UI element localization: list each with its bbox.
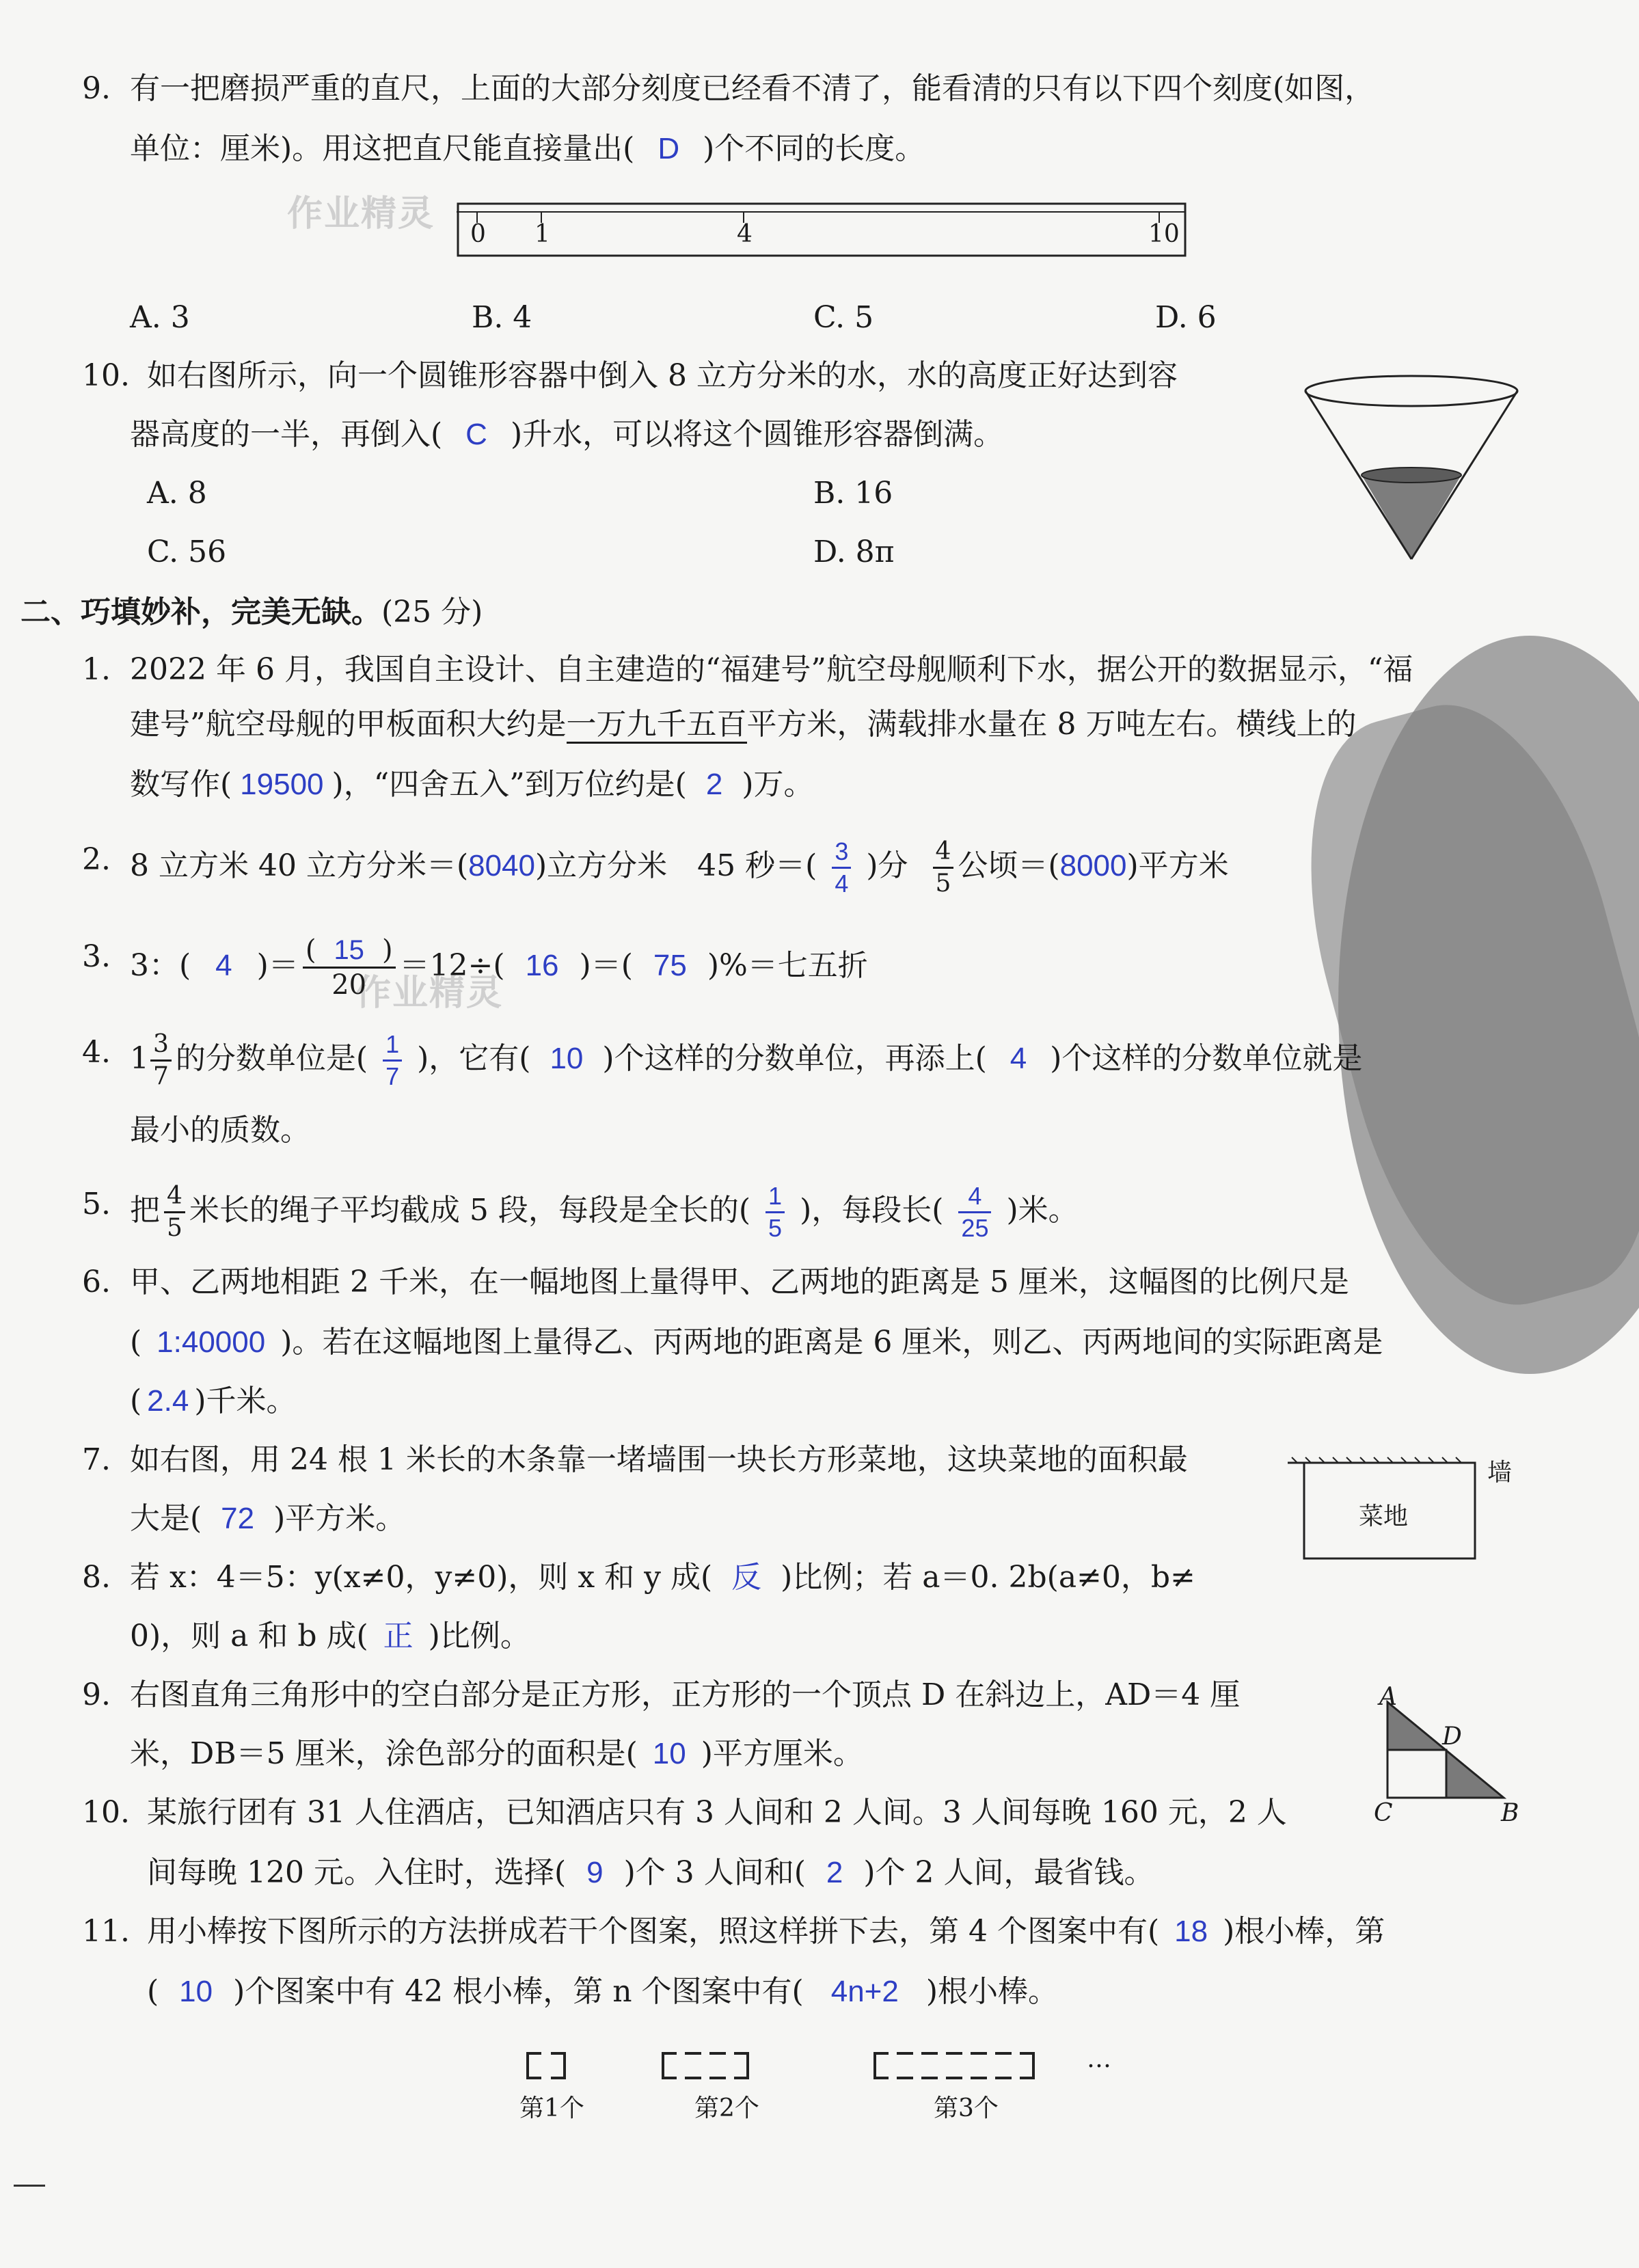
question-text: 大是( 72 )平方米。 [130, 1501, 406, 1536]
option: C. 56 [147, 535, 227, 569]
question-number: 5. [82, 1187, 111, 1221]
question-text: 右图直角三角形中的空白部分是正方形，正方形的一个顶点 D 在斜边上，AD＝4 厘 [130, 1677, 1241, 1712]
question-text: 某旅行团有 31 人住酒店，已知酒店只有 3 人间和 2 人间。3 人间每晚 160 元，2 人 [147, 1795, 1287, 1830]
vertex-label: B [1501, 1799, 1519, 1827]
question-text: ( 1:40000 )。若在这幅地图上量得乙、丙两地的距离是 6 厘米，则乙、丙两地间的实际距离是 [130, 1325, 1383, 1360]
question-number: 1. [82, 652, 111, 687]
answer: 8000 [1059, 849, 1127, 882]
question-text: 建号”航空母舰的甲板面积大约是一万九千五百平方米，满载排水量在 8 万吨左右。横线上的 [130, 704, 1356, 745]
question-text: 单位：厘米)。用这把直尺能直接量出( D )个不同的长度。 [130, 131, 925, 166]
question-text: 器高度的一半，再倒入( C )升水，可以将这个圆锥形容器倒满。 [130, 417, 1004, 452]
question-number: 11. [82, 1914, 130, 1949]
stick-pattern-figure [519, 2051, 1080, 2092]
answer: 4 [215, 949, 232, 982]
section-title: 二、巧填妙补，完美无缺。(25 分) [21, 595, 483, 630]
answer: 反 [731, 1561, 762, 1594]
answer: 10 [179, 1975, 213, 2008]
option: A. 3 [130, 300, 190, 335]
ruler-figure [457, 202, 1188, 260]
question-text: 把 $\frac{4}{5}$ 米长的绳子平均截成 5 段，每段是全长的( $\frac{1}{5}$ )，每段长( $\frac{4}{25}$ )米。 [130, 1182, 1079, 1242]
question-number: 6. [82, 1265, 111, 1299]
question-text: 如右图，用 24 根 1 米长的木条靠一堵墙围一块长方形菜地，这块菜地的面积最 [130, 1442, 1188, 1477]
question-text: 如右图所示，向一个圆锥形容器中倒入 8 立方分米的水，水的高度正好达到容 [147, 358, 1178, 393]
option: B. 16 [813, 476, 893, 511]
question-text: 用小棒按下图所示的方法拼成若干个图案，照这样拼下去，第 4 个图案中有( 18 )根小棒，第 [147, 1914, 1385, 1949]
question-text: 最小的质数。 [130, 1113, 310, 1148]
answer: 2.4 [147, 1384, 189, 1418]
answer: 正 [383, 1619, 414, 1653]
vertex-label: D [1442, 1723, 1462, 1751]
question-number: 10. [82, 358, 130, 393]
answer-fraction: $\frac{4}{25}$ [958, 1184, 991, 1241]
vertex-label: C [1374, 1799, 1393, 1827]
answer: 4n+2 [830, 1975, 899, 2008]
answer: 2 [826, 1856, 843, 1889]
answer: 9 [586, 1856, 604, 1889]
option: D. 6 [1155, 300, 1217, 335]
question-number: 3. [82, 939, 111, 974]
ruler-tick-label: 0 [470, 220, 486, 248]
question-text: 1 $\frac{3}{7}$ 的分数单位是( $\frac{1}{7}$ )，它有( 10 )个这样的分数单位，再添上( 4 )个这样的分数单位就是 [130, 1030, 1363, 1090]
option: C. 5 [813, 300, 874, 335]
answer-fraction: $\frac{1}{5}$ [766, 1184, 785, 1241]
answer: 2 [705, 768, 723, 801]
answer: 10 [550, 1042, 584, 1075]
question-text: 若 x：4＝5：y(x≠0，y≠0)，则 x 和 y 成( 反 )比例；若 a＝0. 2b(a≠0，b≠ [130, 1560, 1195, 1595]
answer: D [658, 132, 680, 165]
question-text: 米，DB＝5 厘米，涂色部分的面积是( 10 )平方厘米。 [130, 1736, 863, 1771]
answer: 4 [1010, 1042, 1027, 1075]
option: D. 8π [813, 535, 895, 569]
question-text: 3：( 4 )＝ $\frac{( 15 )}{20}$ ＝12÷( 16 )＝( 75 )%＝七五折 [130, 934, 868, 1001]
pattern-label: 第3个 [934, 2094, 999, 2122]
question-text: 甲、乙两地相距 2 千米，在一幅地图上量得甲、乙两地的距离是 5 厘米，这幅图的比例尺是 [130, 1265, 1349, 1299]
answer: 18 [1174, 1915, 1208, 1948]
answer: 19500 [240, 768, 324, 801]
question-text: 有一把磨损严重的直尺，上面的大部分刻度已经看不清了，能看清的只有以下四个刻度(如图， [130, 71, 1375, 106]
answer-fraction: $\frac{3}{4}$ [832, 839, 851, 896]
question-text: 0)，则 a 和 b 成( 正 )比例。 [130, 1619, 530, 1653]
question-number: 10. [82, 1795, 130, 1830]
ruler-tick-label: 4 [737, 220, 753, 248]
question-number: 2. [82, 842, 111, 877]
question-number: 4. [82, 1035, 111, 1070]
answer: C [465, 418, 487, 451]
option: A. 8 [147, 476, 207, 511]
question-text: 8 立方米 40 立方分米＝(8040)立方分米 45 秒＝( $\frac{3}{4}$ )分 $\frac{4}{5}$ 公顷＝(8000)平方米 [130, 837, 1229, 897]
pattern-label: 第2个 [694, 2094, 759, 2122]
answer: 72 [221, 1502, 255, 1535]
question-text: 间每晚 120 元。入住时，选择( 9 )个 3 人间和( 2 )个 2 人间，最省钱。 [147, 1855, 1154, 1890]
answer-fraction: $\frac{1}{7}$ [383, 1032, 402, 1089]
ruler-tick-label: 10 [1148, 220, 1180, 248]
ellipsis: … [1087, 2045, 1111, 2073]
page-footer-mark [14, 2185, 45, 2187]
question-text: 数写作( 19500 )，“四舍五入”到万位约是( 2 )万。 [130, 767, 814, 802]
cone-figure [1299, 369, 1524, 567]
watermark: 作业精灵 [355, 973, 504, 1014]
answer: 10 [652, 1737, 686, 1770]
wall-label: 墙 [1487, 1459, 1513, 1487]
question-text: ( 10 )个图案中有 42 根小棒，第 n 个图案中有( 4n+2 )根小棒。 [147, 1974, 1059, 2009]
answer: 75 [653, 949, 687, 982]
answer: 1:40000 [157, 1325, 266, 1359]
question-number: 9. [82, 1677, 111, 1712]
ruler-tick-label: 1 [534, 220, 550, 248]
pattern-label: 第1个 [519, 2094, 584, 2122]
question-number: 8. [82, 1560, 111, 1595]
answer: 16 [525, 949, 559, 982]
watermark: 作业精灵 [287, 193, 435, 234]
question-text: ( 2.4 )千米。 [130, 1383, 297, 1418]
question-text: 2022 年 6 月，我国自主设计、自主建造的“福建号”航空母舰顺利下水，据公开的数据显示，“福 [130, 652, 1413, 687]
vertex-label: A [1379, 1683, 1397, 1711]
question-number: 7. [82, 1442, 111, 1477]
field-label: 菜地 [1359, 1502, 1409, 1530]
answer: 8040 [468, 849, 535, 882]
option: B. 4 [472, 300, 532, 335]
question-number: 9. [82, 71, 111, 106]
